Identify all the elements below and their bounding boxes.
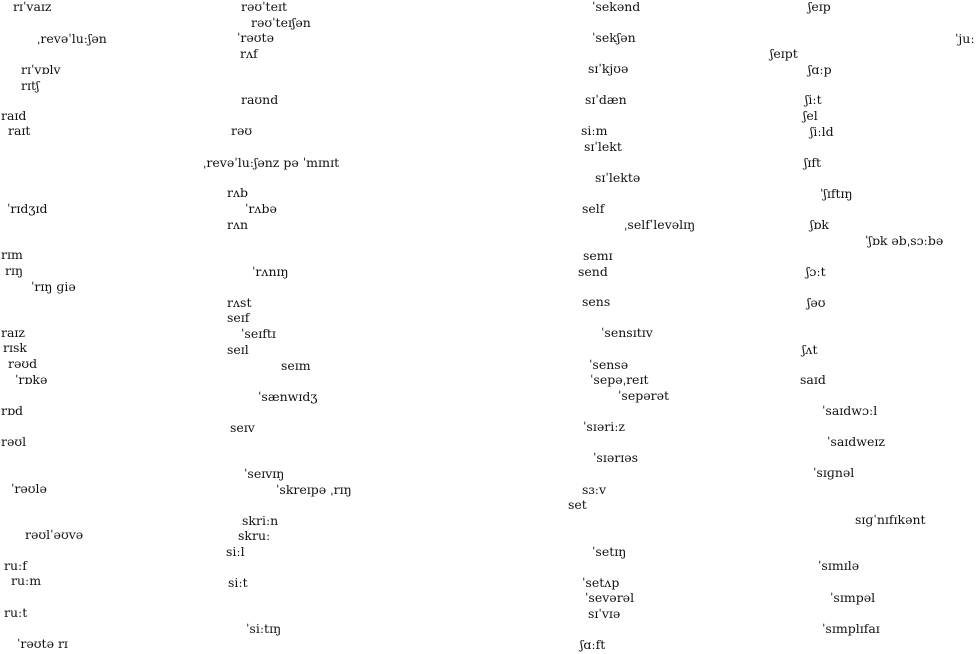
entry-signal: ˈsɪɡnəl [813, 465, 855, 480]
entry-simplifai: ˈsɪmplɪfaɪ [822, 621, 880, 636]
entry-skru: skruː [238, 528, 271, 543]
entry-risk: rɪsk [3, 340, 27, 355]
entry-saidwol: ˈsaɪdwɔːl [822, 403, 878, 418]
entry-routa-ri: ˈrəʊtə rɪ [17, 636, 68, 651]
entry-shok-absorber: ˈʃɒk əbˌsɔːbə [865, 233, 944, 248]
entry-sheip: ʃeɪp [808, 0, 831, 14]
entry-revolutions-per-minute: ˌrevəˈluːʃənz pə ˈmɪnɪt [203, 155, 340, 170]
entry-shit: ʃiːt [805, 92, 822, 107]
entry-said: saɪd [800, 372, 826, 387]
entry-shel: ʃel [803, 108, 818, 123]
entry-sheipt: ʃeɪpt [770, 46, 798, 61]
entry-raf: rʌf [240, 46, 258, 61]
entry-semi: semɪ [583, 248, 613, 263]
entry-seil: seɪl [227, 342, 249, 357]
entry-shift: ʃɪft [804, 155, 822, 170]
entry-setap: ˈsetʌp [582, 575, 620, 590]
entry-shou: ʃəʊ [807, 295, 826, 310]
entry-roud: rəʊd [8, 356, 38, 371]
entry-ridzid: ˈrɪdʒɪd [7, 201, 48, 216]
entry-send: send [578, 264, 608, 279]
entry-shifting: ˈʃɪftɪŋ [820, 186, 853, 201]
entry-ring-gia: ˈrɪŋ ɡiə [31, 279, 76, 294]
entry-rim: rɪm [1, 247, 23, 262]
entry-ran: rʌn [227, 217, 249, 232]
entry-seim: seɪm [281, 358, 311, 373]
entry-shild: ʃiːld [810, 124, 834, 139]
entry-sidaen: sɪˈdæn [585, 92, 627, 107]
entry-several: ˈsevərəl [585, 590, 635, 605]
entry-separeit: ˈsepəˌreɪt [590, 372, 649, 387]
entry-rum: ruːm [11, 573, 42, 588]
entry-ring: rɪŋ [5, 263, 24, 278]
entry-self-leveling: ˌselfˈlevəlɪŋ [624, 217, 696, 232]
entry-shat: ʃʌt [802, 342, 818, 357]
entry-skreipa-ring: ˈskreɪpə ˌrɪŋ [276, 482, 352, 497]
entry-rut: ruːt [4, 605, 28, 620]
entry-separat: ˈsepərət [618, 388, 670, 403]
entry-saenwidz: ˈsænwɪdʒ [258, 389, 318, 404]
entry-ruf: ruːf [4, 558, 27, 573]
entry-revolution: ˌrevəˈluːʃən [37, 31, 107, 46]
entry-skrin: skriːn [242, 513, 279, 528]
entry-sit: siːt [228, 575, 248, 590]
entry-siariz: ˈsɪəriːz [583, 419, 626, 434]
entry-raid: raɪd [1, 108, 27, 123]
entry-significant: sɪɡˈnɪfɪkənt [855, 512, 926, 527]
entry-sens: sens [582, 294, 611, 309]
entry-simpal: ˈsɪmpəl [830, 590, 876, 605]
entry-sensa: ˈsensə [589, 357, 629, 372]
entry-seifti: ˈseɪftɪ [241, 326, 276, 341]
entry-saidweiz: ˈsaɪdweɪz [827, 434, 885, 449]
entry-raund: raʊnd [241, 92, 279, 107]
entry-silekt: sɪˈlekt [584, 139, 622, 154]
entry-sil: siːl [226, 544, 245, 559]
entry-rab: rʌb [227, 185, 249, 200]
entry-sim: siːm [581, 123, 608, 138]
entry-roul-ouva: rəʊlˈəʊvə [25, 527, 84, 542]
entry-siarias: ˈsɪərɪəs [593, 450, 639, 465]
entry-short: ʃɔːt [806, 264, 826, 279]
entry-set: set [568, 497, 587, 512]
entry-sekshon: ˈsekʃən [592, 30, 636, 45]
entry-siting: ˈsiːtɪŋ [246, 621, 282, 636]
entry-ju: ˈjuː [955, 31, 975, 46]
entry-sivia: sɪˈvɪə [588, 606, 621, 621]
entry-rast: rʌst [227, 295, 252, 310]
entry-self: self [582, 201, 605, 216]
entry-seting: ˈsetɪŋ [592, 544, 627, 559]
entry-seiving: ˈseɪvɪŋ [244, 466, 285, 481]
entry-raiz: raɪz [1, 325, 26, 340]
entry-sikjua: sɪˈkjʊə [588, 61, 629, 76]
entry-shaft: ʃɑːft [580, 637, 606, 652]
entry-roula: ˈrəʊlə [11, 481, 47, 496]
entry-routeishon: rəʊˈteɪʃən [251, 15, 311, 30]
entry-raning: ˈrʌnɪŋ [252, 264, 289, 279]
entry-routeit: rəʊˈteɪt [241, 0, 288, 14]
entry-roka: ˈrɒkə [15, 372, 48, 387]
entry-shok: ʃɒk [810, 217, 829, 232]
entry-silekta: sɪˈlektə [595, 170, 641, 185]
entry-rivaiz: rɪˈvaɪz [13, 0, 52, 14]
entry-roul: rəʊl [1, 434, 27, 449]
entry-simila: ˈsɪmɪlə [818, 558, 860, 573]
entry-sensitiv: ˈsensɪtɪv [601, 325, 653, 340]
entry-sav: sɜːv [582, 482, 607, 497]
entry-rivolv: rɪˈvɒlv [21, 62, 61, 77]
entry-sharp: ʃɑːp [808, 62, 832, 77]
entry-seif: seɪf [227, 310, 250, 325]
entry-rod: rɒd [1, 403, 23, 418]
entry-raba: ˈrʌbə [245, 201, 277, 216]
entry-sekand: ˈsekənd [592, 0, 641, 14]
entry-rait: raɪt [8, 123, 31, 138]
entry-seiv: seɪv [230, 420, 255, 435]
entry-rich: rɪtʃ [21, 78, 40, 93]
entry-routa: ˈrəʊtə [237, 30, 274, 45]
entry-rou: rəʊ [231, 123, 253, 138]
